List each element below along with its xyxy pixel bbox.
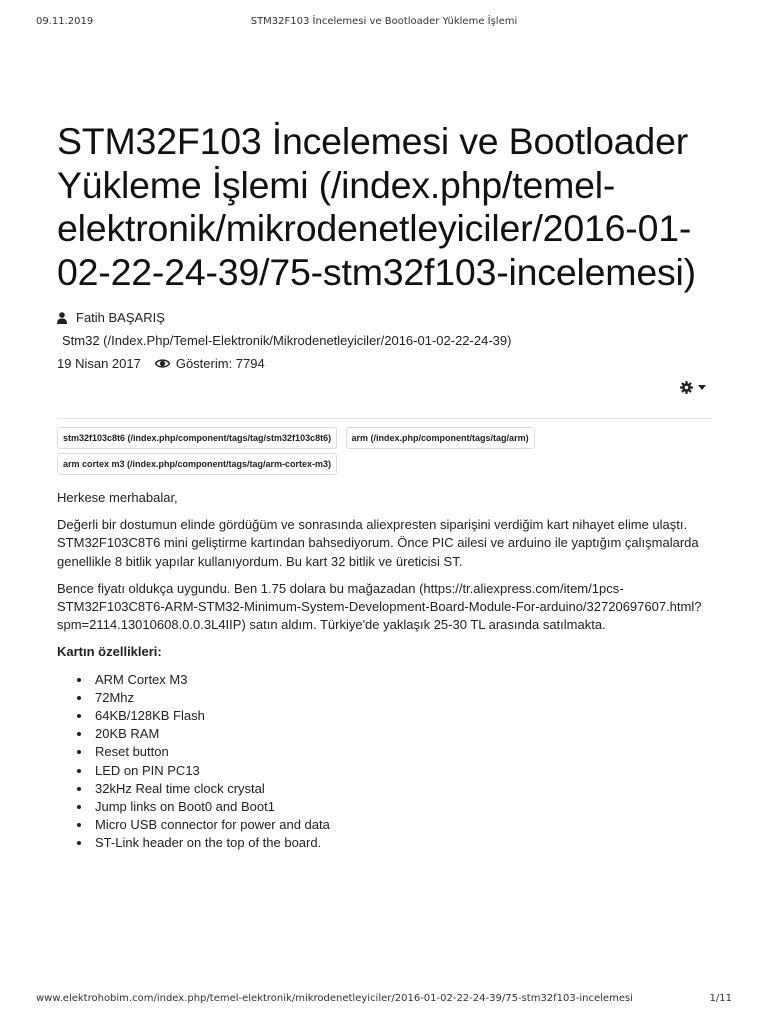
- feature-list: [57, 671, 712, 853]
- author-row: [57, 306, 712, 329]
- body-paragraph: Değerli bir dostumun elinde gördüğüm ve sonrasında aliexpresten siparişini verdiğim kart nihayet elime ulaştı. STM32F103C8T6 mini geliştirme kartından bahsediyorum. Önce PIC ailesi ve arduino ile yaptığım çalışmalarda genellikle 8 bitlik yapılar kullanıyordum. Bu kart 32 bitlik ve üreticisi ST.: [57, 517, 699, 569]
- user-icon: [57, 312, 67, 324]
- tag-arm-cortex-m3[interactable]: arm cortex m3 (/index.php/component/tags/tag/arm-cortex-m3): [57, 453, 337, 475]
- list-item: ARM Cortex M3: [95, 671, 712, 689]
- tag-stm32f103c8t6[interactable]: stm32f103c8t6 (/index.php/component/tags/tag/stm32f103c8t6): [57, 427, 337, 449]
- list-item: Reset button: [95, 743, 712, 761]
- gear-icon: [680, 381, 693, 394]
- tag-arm[interactable]: arm (/index.php/component/tags/tag/arm): [346, 427, 535, 449]
- list-item: LED on PIN PC13: [95, 762, 712, 780]
- tag-list: [57, 427, 712, 479]
- features-heading: Kartın özellikleri:: [57, 644, 162, 660]
- category-link[interactable]: Stm32 (/Index.Php/Temel-Elektronik/Mikrodenetleyiciler/2016-01-02-22-24-39): [62, 332, 512, 348]
- body-paragraph: Bence fiyatı oldukça uygundu. Ben 1.75 dolara bu mağazadan (https://tr.aliexpress.com/item/1pcs-STM32F103C8T6-ARM-STM32-Minimum-System-Development-Board-Module-For-arduino/32720697607.html?spm=2114.13010608.0.0.3L4IIP) satın aldım. Türkiye'de yaklaşık 25-30 TL arasında satılmakta.: [57, 580, 702, 633]
- article-title-link[interactable]: STM32F103 İncelemesi ve Bootloader Yükleme İşlemi (/index.php/temel-elektronik/mikrodenetleyiciler/2016-01-02-22-24-39/75-stm32f103-incelemesi): [57, 120, 696, 293]
- article-tools-button[interactable]: [680, 381, 706, 394]
- date-views-row: [57, 352, 712, 375]
- print-date: 09.11.2019: [36, 16, 94, 27]
- body-paragraph: Herkese merhabalar,: [57, 490, 178, 505]
- article: [57, 120, 712, 853]
- print-doc-title: STM32F103 İncelemesi ve Bootloader Yükleme İşlemi: [250, 16, 518, 27]
- chevron-down-icon: [698, 385, 706, 390]
- list-item: 72Mhz: [95, 689, 712, 707]
- article-body: [57, 489, 712, 853]
- list-item: ST-Link header on the top of the board.: [95, 834, 712, 852]
- page-number: 1/11: [709, 993, 732, 1004]
- print-footer: [36, 993, 732, 1007]
- list-item: 32kHz Real time clock crystal: [95, 780, 712, 798]
- list-item: 64KB/128KB Flash: [95, 707, 712, 725]
- article-meta: [57, 306, 712, 375]
- print-header: [36, 16, 732, 30]
- print-url: www.elektrohobim.com/index.php/temel-elektronik/mikrodenetleyiciler/2016-01-02-22-24-39/75-stm32f103-incelemesi: [36, 993, 633, 1004]
- tools-row: [57, 381, 712, 403]
- list-item: 20KB RAM: [95, 725, 712, 743]
- eye-icon: [155, 358, 170, 369]
- list-item: Micro USB connector for power and data: [95, 816, 712, 834]
- view-count: Gösterim: 7794: [175, 355, 265, 371]
- author-name: Fatih BAŞARIŞ: [76, 309, 165, 325]
- category-row: [57, 329, 712, 352]
- publish-date: 19 Nisan 2017: [57, 355, 141, 371]
- list-item: Jump links on Boot0 and Boot1: [95, 798, 712, 816]
- divider: [57, 418, 712, 419]
